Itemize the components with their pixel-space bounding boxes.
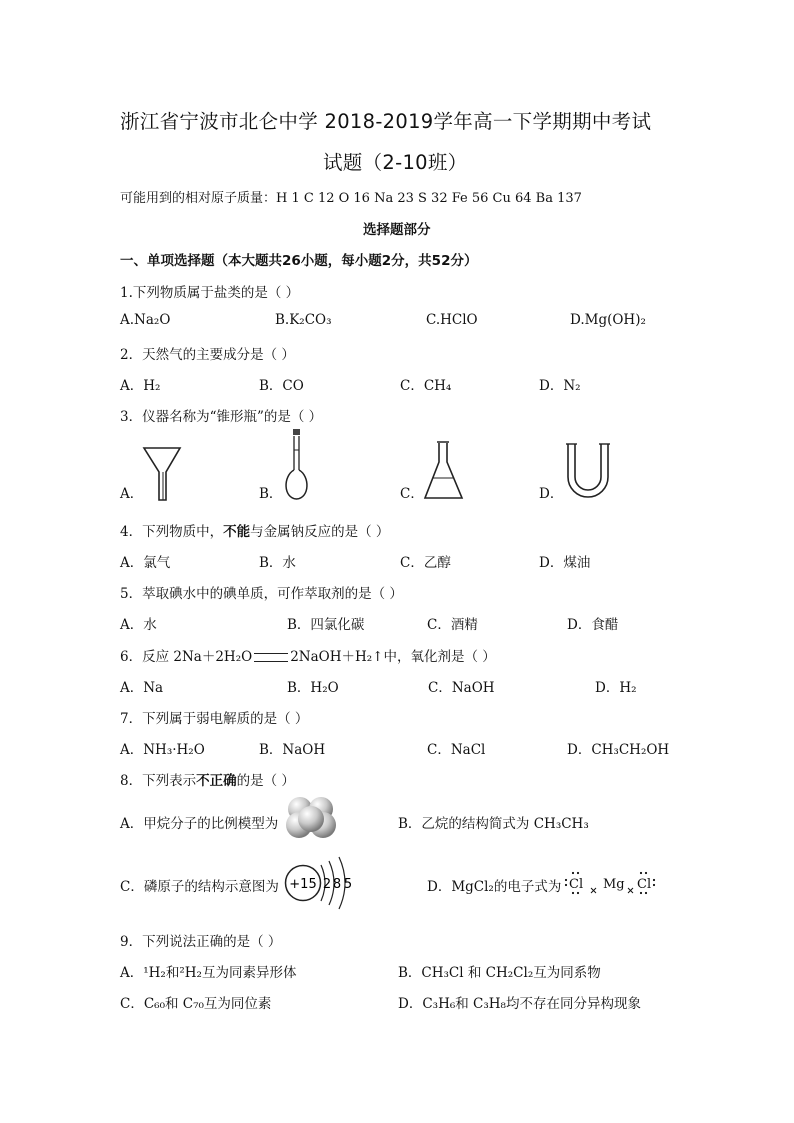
q2-option-b: B．CO bbox=[259, 378, 304, 394]
equals-sign-icon bbox=[254, 653, 288, 662]
q4-option-a: A．氯气 bbox=[120, 555, 171, 571]
q2-option-a: A．H₂ bbox=[120, 378, 161, 394]
funnel-icon bbox=[143, 446, 183, 504]
q8-stem: 8．下列表示不正确的是（ ） bbox=[120, 773, 295, 789]
q8-option-b: B．乙烷的结构简式为 CH₃CH₃ bbox=[398, 816, 589, 832]
q5-option-c: C．酒精 bbox=[427, 617, 478, 633]
q7-option-a: A．NH₃·H₂O bbox=[120, 742, 205, 758]
q1-option-a: A.Na₂O bbox=[120, 312, 171, 328]
q2-option-d: D．N₂ bbox=[539, 378, 581, 394]
volumetric-flask-icon bbox=[281, 428, 313, 502]
q1-stem: 1.下列物质属于盐类的是（ ） bbox=[120, 285, 300, 301]
q3-option-a: A． bbox=[120, 486, 144, 502]
shell-count-3: 5 bbox=[343, 877, 353, 892]
atomic-masses: 可能用到的相对原子质量：H 1 C 12 O 16 Na 23 S 32 Fe 56 Cu 64 Ba 137 bbox=[120, 191, 582, 206]
q3-option-c: C． bbox=[400, 486, 424, 502]
q8-option-c: C．磷原子的结构示意图为 bbox=[120, 879, 279, 895]
phosphorus-atom-diagram bbox=[283, 853, 365, 913]
shell-count-1: 2 bbox=[322, 877, 332, 892]
q5-option-d: D．食醋 bbox=[567, 617, 619, 633]
q7-option-c: C．NaCl bbox=[427, 742, 486, 758]
q4-option-b: B．水 bbox=[259, 555, 296, 571]
q5-stem: 5．萃取碘水中的碘单质，可作萃取剂的是（ ） bbox=[120, 586, 403, 602]
dot-mg: Mg bbox=[603, 877, 625, 892]
q8-emphasis: 不正确 bbox=[196, 773, 237, 789]
q5-option-b: B．四氯化碳 bbox=[287, 617, 365, 633]
q3-stem: 3．仪器名称为“锥形瓶”的是（ ） bbox=[120, 409, 323, 425]
q4-option-c: C．乙醇 bbox=[400, 555, 451, 571]
q4-emphasis: 不能 bbox=[223, 524, 251, 540]
q1-option-c: C.HClO bbox=[426, 312, 478, 328]
q6-option-a: A．Na bbox=[120, 680, 164, 696]
q9-option-c: C．C₆₀和 C₇₀互为同位素 bbox=[120, 996, 272, 1012]
section-title: 选择题部分 bbox=[363, 222, 431, 238]
q7-option-b: B．NaOH bbox=[259, 742, 326, 758]
shell-count-2: 8 bbox=[332, 877, 342, 892]
q6-option-c: C．NaOH bbox=[428, 680, 495, 696]
q8-option-d: D．MgCl₂的电子式为 bbox=[427, 879, 562, 895]
conical-flask-icon bbox=[422, 440, 466, 502]
q4-stem: 4．下列物质中，不能与金属钠反应的是（ ） bbox=[120, 524, 390, 540]
q9-option-b: B．CH₃Cl 和 CH₂Cl₂互为同系物 bbox=[398, 965, 601, 981]
q5-option-a: A．水 bbox=[120, 617, 157, 633]
page-title: 浙江省宁波市北仑中学 2018-2019学年高一下学期期中考试 bbox=[120, 110, 652, 133]
q8-option-a: A．甲烷分子的比例模型为 bbox=[120, 816, 279, 832]
mgcl2-electron-formula bbox=[565, 868, 665, 898]
q7-option-d: D．CH₃CH₂OH bbox=[567, 742, 670, 758]
q3-option-b: B． bbox=[259, 486, 283, 502]
q6-option-b: B．H₂O bbox=[287, 680, 339, 696]
page-title-line2: 试题（2-10班） bbox=[323, 151, 468, 174]
q6-stem: 6．反应 2Na＋2H₂O 2NaOH＋H₂↑中，氧化剂是（ ） bbox=[120, 649, 496, 665]
u-tube-icon bbox=[565, 443, 613, 503]
q7-stem: 7．下列属于弱电解质的是（ ） bbox=[120, 711, 309, 727]
q6-option-d: D．H₂ bbox=[595, 680, 637, 696]
q4-option-d: D．煤油 bbox=[539, 555, 591, 571]
q1-option-d: D.Mg(OH)₂ bbox=[570, 312, 646, 328]
methane-model-icon bbox=[283, 794, 339, 842]
q9-stem: 9．下列说法正确的是（ ） bbox=[120, 934, 282, 950]
q9-option-d: D．C₃H₆和 C₃H₈均不存在同分异构现象 bbox=[398, 996, 641, 1012]
q1-option-b: B.K₂CO₃ bbox=[275, 312, 332, 328]
part-heading: 一、单项选择题（本大题共26小题，每小题2分，共52分） bbox=[120, 253, 478, 269]
q2-stem: 2．天然气的主要成分是（ ） bbox=[120, 347, 295, 363]
q3-option-d: D． bbox=[539, 486, 564, 502]
q9-option-a: A．¹H₂和²H₂互为同素异形体 bbox=[120, 965, 297, 981]
dot-cl-left: Cl bbox=[569, 877, 584, 892]
dot-cl-right: Cl bbox=[637, 877, 652, 892]
nucleus-charge: +15 bbox=[289, 877, 317, 892]
q2-option-c: C．CH₄ bbox=[400, 378, 452, 394]
